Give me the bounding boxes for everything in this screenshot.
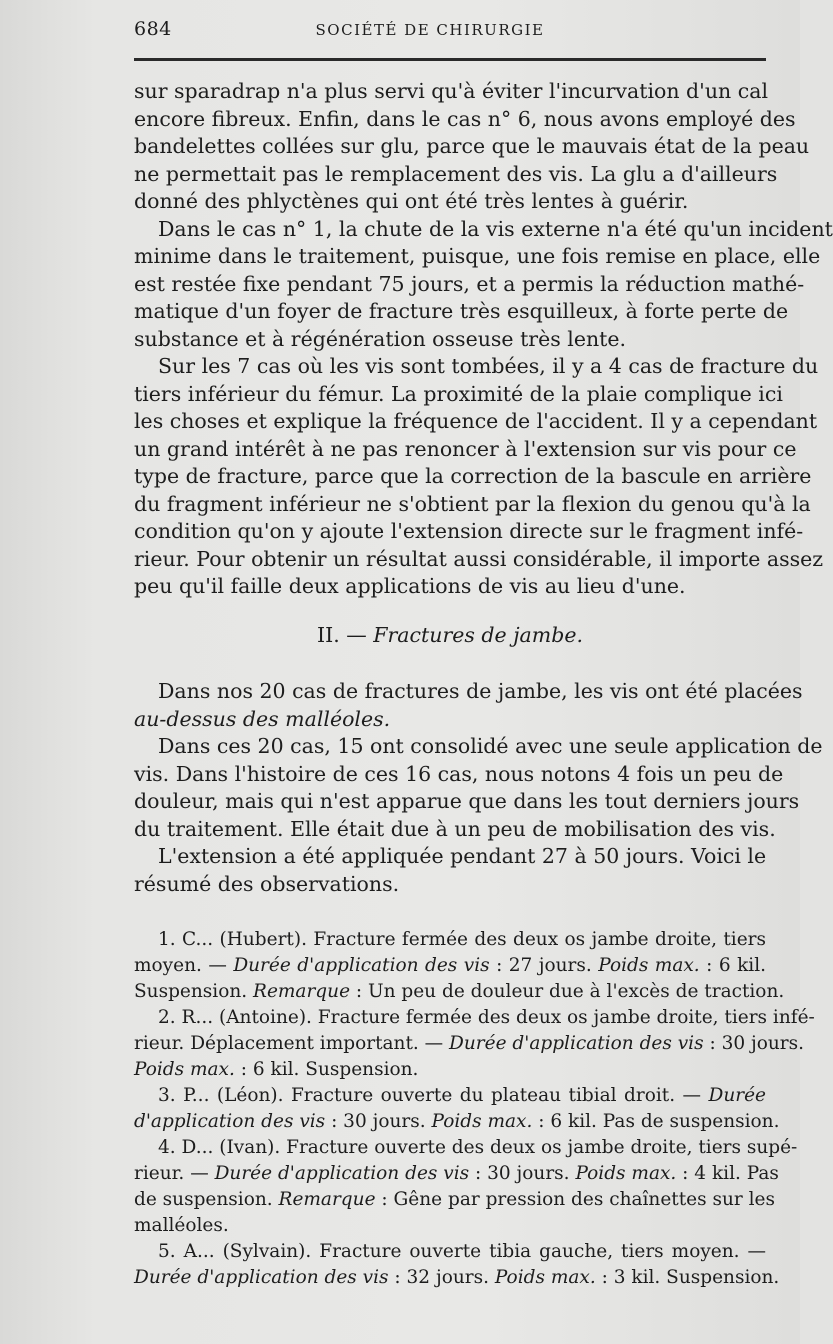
observation-line: Durée d'application des vis : 32 jours. Poids max. : 3 kil. Suspension. [134, 1267, 780, 1288]
text-line: condition qu'on y ajoute l'extension directe sur le fragment infé- [134, 519, 804, 543]
text-line: Dans ces 20 cas, 15 ont consolidé avec une seule application de [158, 734, 823, 758]
text-line: douleur, mais qui n'est apparue que dans les tout derniers jours [134, 789, 800, 813]
observation-line: 4. D... (Ivan). Fracture ouverte des deux os jambe droite, tiers supé- [158, 1137, 798, 1158]
header-rule [134, 58, 766, 61]
section-title: Fractures de jambe. [373, 623, 583, 647]
observation-line: rieur. — Durée d'application des vis : 30 jours. Poids max. : 4 kil. Pas [134, 1163, 779, 1184]
text-line: vis. Dans l'histoire de ces 16 cas, nous notons 4 fois un peu de [134, 761, 784, 786]
body-text-section [134, 678, 823, 898]
text-line: un grand intérêt à ne pas renoncer à l'extension sur vis pour ce [134, 436, 797, 461]
text-line: encore fibreux. Enfin, dans le cas n° 6, nous avons employé des [134, 106, 796, 131]
text-line: sur sparadrap n'a plus servi qu'à éviter l'incurvation d'un cal [134, 79, 768, 103]
observation-line: Suspension. Remarque : Un peu de douleur due à l'excès de traction. [134, 981, 785, 1002]
text-line: substance et à régénération osseuse très lente. [134, 326, 627, 351]
text-line: type de fracture, parce que la correction de la bascule en arrière [134, 464, 812, 488]
text-line: minime dans le traitement, puisque, une fois remise en place, elle [134, 244, 821, 268]
observation-line: rieur. Déplacement important. — Durée d'application des vis : 30 jours. [134, 1033, 805, 1054]
observation-line: 3. P... (Léon). Fracture ouverte du plateau tibial droit. — Durée [158, 1085, 766, 1106]
text-line: donné des phlyctènes qui ont été très lentes à guérir. [134, 189, 689, 213]
text-line: Dans le cas n° 1, la chute de la vis externe n'a été qu'un incident [158, 216, 833, 241]
text-line: Sur les 7 cas où les vis sont tombées, il y a 4 cas de fracture du [158, 354, 819, 378]
observation-line: malléoles. [134, 1215, 229, 1236]
journal-title: SOCIÉTÉ DE CHIRURGIE [315, 21, 545, 39]
running-header [134, 18, 766, 44]
text-line: du fragment inférieur ne s'obtient par la flexion du genou qu'à la [134, 491, 811, 516]
text-line: matique d'un foyer de fracture très esquilleux, à forte perte de [134, 299, 789, 323]
observation-line: 5. A... (Sylvain). Fracture ouverte tibia gauche, tiers moyen. — [158, 1241, 766, 1262]
text-line: rieur. Pour obtenir un résultat aussi considérable, il importe assez [134, 546, 824, 571]
text-line: les choses et explique la fréquence de l'accident. Il y a cependant [134, 409, 818, 433]
section-heading [134, 622, 766, 649]
text-line: résumé des observations. [134, 871, 400, 896]
text-line: ne permettait pas le remplacement des vis. La glu a d'ailleurs [134, 161, 778, 186]
observation-line: Poids max. : 6 kil. Suspension. [134, 1059, 419, 1080]
observation-line: 2. R... (Antoine). Fracture fermée des deux os jambe droite, tiers infé- [158, 1007, 815, 1028]
page-number: 684 [134, 18, 172, 40]
body-text-top [134, 78, 833, 601]
text-line: bandelettes collées sur glu, parce que le mauvais état de la peau [134, 134, 810, 158]
observation-line: d'application des vis : 30 jours. Poids max. : 6 kil. Pas de suspension. [134, 1111, 780, 1132]
section-number: II. — [317, 623, 367, 647]
observation-line: moyen. — Durée d'application des vis : 27 jours. Poids max. : 6 kil. [134, 955, 767, 976]
text-line: tiers inférieur du fémur. La proximité de la plaie complique ici [134, 381, 783, 406]
observation-line: 1. C... (Hubert). Fracture fermée des deux os jambe droite, tiers [158, 929, 766, 950]
text-line: Dans nos 20 cas de fractures de jambe, les vis ont été placées [158, 679, 803, 703]
text-line: peu qu'il faille deux applications de vis au lieu d'une. [134, 574, 686, 598]
observation-line: de suspension. Remarque : Gêne par pression des chaînettes sur les [134, 1189, 775, 1210]
text-line: du traitement. Elle était due à un peu de mobilisation des vis. [134, 816, 776, 841]
text-line: est restée fixe pendant 75 jours, et a permis la réduction mathé- [134, 271, 805, 296]
observations-list [134, 927, 815, 1291]
text-line: au-dessus des malléoles. [134, 706, 391, 731]
text-line: L'extension a été appliquée pendant 27 à 50 jours. Voici le [158, 844, 767, 868]
